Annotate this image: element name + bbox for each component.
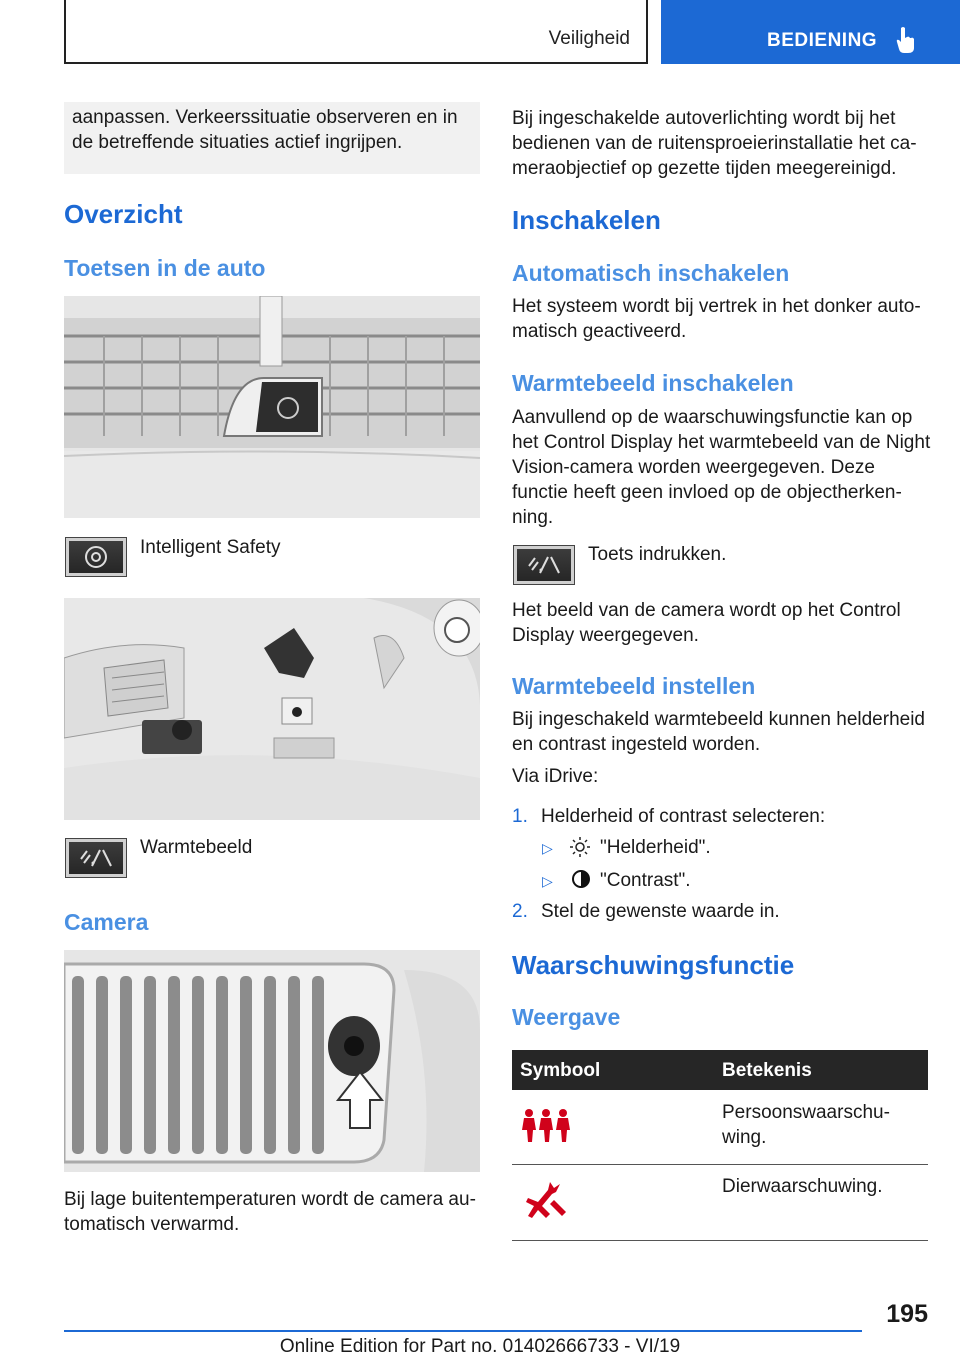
night-vision-icon (79, 847, 113, 869)
warmtebeeld-text: Aanvullend op de waarschuwingsfunctie kan op het Control Display het warmtebeeld van de Night Vision-camera worden weergegeven. Deze functie heeft geen invloed op de objectherken-ning. (512, 407, 931, 528)
intro-text: Bij ingeschakelde autoverlichting wordt bij het bedienen van de ruitensproeierinstallatie het ca-meraobjectief op gezette tijden meegereinigd. (512, 108, 917, 179)
chapter-tab[interactable] (661, 0, 960, 64)
footer-edition: Online Edition for Part no. 01402666733 - VI/19 (279, 1336, 681, 1357)
heading-weergave: Weergave (512, 1004, 621, 1030)
footer-rule (64, 1330, 862, 1332)
btn1-label: Intelligent Safety (140, 537, 281, 558)
heading-camera: Camera (64, 909, 149, 935)
section-title: Veiligheid (548, 28, 630, 49)
table-header (512, 1050, 928, 1090)
auto-text: Het systeem wordt bij vertrek in het donker auto-matisch geactiveerd. (512, 296, 921, 342)
intelligent-safety-icon (83, 544, 109, 570)
bullet-triangle-icon: ▷ (542, 873, 553, 889)
vents-button-image (64, 296, 480, 518)
row-2-text: Dierwaarschuwing. (722, 1176, 883, 1197)
heading-warmtebeeld-inschakelen: Warmtebeeld inschakelen (512, 370, 794, 396)
person-warning-icon (520, 1108, 572, 1144)
step-1-text: Helderheid of contrast selecteren: (541, 806, 826, 827)
heading-overzicht: Overzicht (64, 199, 183, 229)
kidney-grille-camera-image (64, 950, 480, 1172)
press-text: Toets indrukken. (588, 544, 727, 565)
display-text: Het beeld van de camera wordt op het Control Display weergegeven. (512, 600, 901, 646)
note-box (64, 102, 480, 174)
header-section-box (64, 0, 648, 64)
heading-inschakelen: Inschakelen (512, 205, 661, 235)
bullet-triangle-icon: ▷ (542, 840, 553, 856)
heading-toetsen: Toetsen in de auto (64, 255, 266, 281)
btn2-label: Warmtebeeld (140, 837, 253, 858)
heading-automatisch: Automatisch inschakelen (512, 260, 790, 286)
heading-warmtebeeld-instellen: Warmtebeeld instellen (512, 673, 756, 699)
brightness-icon (569, 836, 591, 858)
via-text: Via iDrive: (512, 766, 599, 787)
col-header-symbool: Symbool (520, 1060, 601, 1081)
chapter-label: BEDIENING (767, 30, 878, 51)
page-number: 195 (886, 1300, 928, 1328)
night-vision-button-image (65, 838, 127, 878)
row-1-text: Persoonswaarschu-wing. (722, 1102, 890, 1148)
step-2-number: 2. (512, 901, 528, 922)
contrast-icon (571, 869, 591, 889)
heading-waarschuwingsfunctie: Waarschuwingsfunctie (512, 950, 795, 980)
intelligent-safety-button-image (65, 537, 127, 577)
night-vision-icon (527, 554, 561, 576)
hand-pointer-icon (896, 26, 916, 54)
steering-column-image (64, 598, 480, 820)
col-header-betekenis: Betekenis (722, 1060, 812, 1081)
row-divider (512, 1240, 928, 1241)
subitem-helderheid: "Helderheid". (600, 837, 711, 858)
camera-text: Bij lage buitentemperaturen wordt de camera au-tomatisch verwarmd. (64, 1189, 476, 1235)
row-divider (512, 1164, 928, 1165)
note-text: aanpassen. Verkeerssituatie observeren en in de betreffende situaties actief ingrijpen. (72, 107, 458, 153)
step-1-number: 1. (512, 806, 528, 827)
subitem-contrast: "Contrast". (600, 870, 691, 891)
animal-warning-icon (520, 1180, 572, 1220)
step-2-text: Stel de gewenste waarde in. (541, 901, 780, 922)
night-vision-button-image-2 (513, 545, 575, 585)
instellen-text: Bij ingeschakeld warmtebeeld kunnen helderheid en contrast ingesteld worden. (512, 709, 925, 755)
